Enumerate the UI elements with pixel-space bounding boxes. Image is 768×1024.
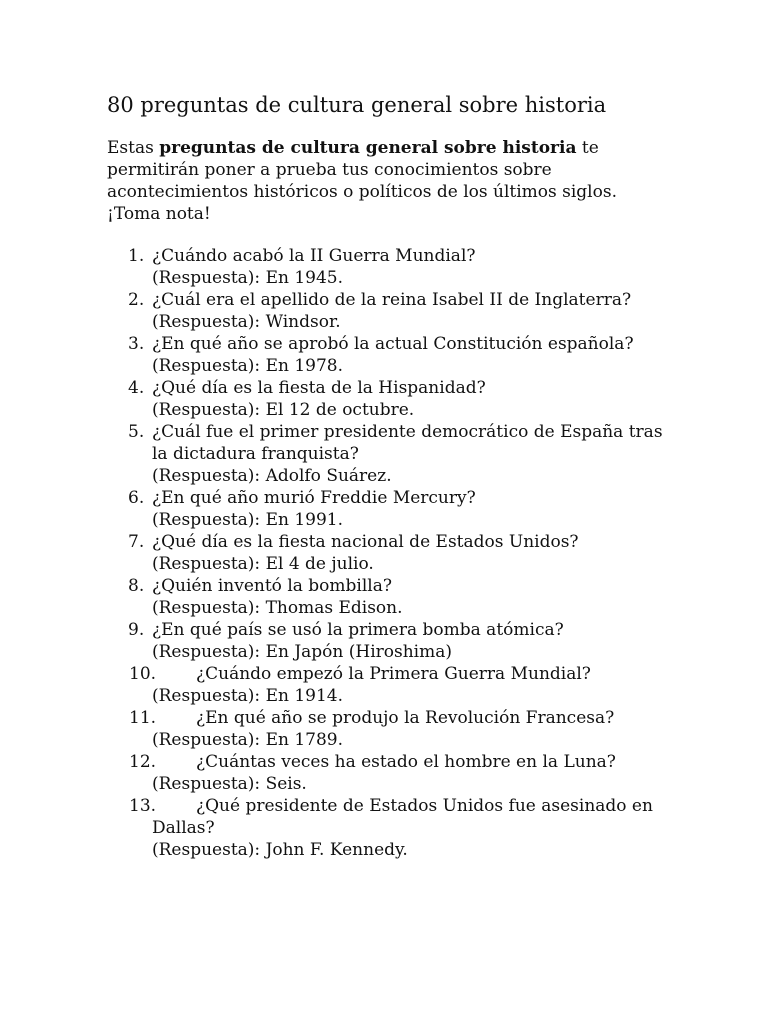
- list-item-number: 8.: [128, 576, 145, 596]
- document-page: [107, 90, 707, 861]
- list-item: [107, 245, 667, 289]
- list-item: [107, 531, 667, 575]
- list-item-number: 11.: [129, 708, 157, 728]
- question-text: ¿En qué año se produjo la Revolución Francesa?: [196, 708, 615, 728]
- question-text: ¿Cuándo acabó la II Guerra Mundial?: [152, 246, 476, 266]
- question-text: ¿Cuál fue el primer presidente democrático de España tras la dictadura franquista?: [152, 422, 663, 464]
- answer-text: (Respuesta): En 1978.: [152, 356, 343, 376]
- list-item-number: 10.: [129, 664, 157, 684]
- list-item: [107, 619, 667, 663]
- list-item-number: 4.: [128, 378, 145, 398]
- list-item-number: 6.: [128, 488, 145, 508]
- list-item: [107, 289, 667, 333]
- question-text: ¿Cuál era el apellido de la reina Isabel II de Inglaterra?: [152, 290, 632, 310]
- list-item: [107, 751, 667, 795]
- answer-text: (Respuesta): En Japón (Hiroshima): [152, 642, 452, 662]
- question-text: ¿En qué año murió Freddie Mercury?: [152, 488, 476, 508]
- question-text: ¿Qué día es la fiesta de la Hispanidad?: [152, 378, 486, 398]
- list-item-number: 9.: [128, 620, 145, 640]
- question-text: ¿Qué presidente de Estados Unidos fue asesinado en Dallas?: [152, 796, 653, 838]
- list-item: [107, 575, 667, 619]
- list-item-number: 1.: [128, 246, 145, 266]
- list-item: [107, 487, 667, 531]
- list-item: [107, 795, 667, 861]
- question-text: ¿En qué año se aprobó la actual Constitución española?: [152, 334, 634, 354]
- answer-text: (Respuesta): Thomas Edison.: [152, 598, 403, 618]
- answer-text: (Respuesta): Adolfo Suárez.: [152, 466, 392, 486]
- list-item: [107, 663, 667, 707]
- answer-text: (Respuesta): En 1991.: [152, 510, 343, 530]
- intro-before: Estas: [107, 138, 160, 158]
- question-text: ¿Qué día es la fiesta nacional de Estados Unidos?: [152, 532, 579, 552]
- answer-text: (Respuesta): En 1945.: [152, 268, 343, 288]
- list-item-number: 2.: [128, 290, 145, 310]
- intro-paragraph: [107, 137, 667, 225]
- intro-after: te permitirán poner a prueba tus conocimientos sobre acontecimientos históricos o políticos de los últimos siglos. ¡Toma nota!: [107, 138, 617, 224]
- question-text: ¿Quién inventó la bombilla?: [152, 576, 392, 596]
- answer-text: (Respuesta): Seis.: [152, 774, 307, 794]
- answer-text: (Respuesta): Windsor.: [152, 312, 341, 332]
- answer-text: (Respuesta): En 1914.: [152, 686, 343, 706]
- document-title: 80 preguntas de cultura general sobre historia: [107, 93, 607, 117]
- list-item-number: 13.: [129, 796, 157, 816]
- question-text: ¿Cuántas veces ha estado el hombre en la Luna?: [196, 752, 616, 772]
- list-item: [107, 377, 667, 421]
- answer-text: (Respuesta): El 12 de octubre.: [152, 400, 415, 420]
- list-item-number: 3.: [128, 334, 145, 354]
- list-item-number: 12.: [129, 752, 157, 772]
- list-item: [107, 421, 667, 487]
- list-item: [107, 333, 667, 377]
- question-text: ¿En qué país se usó la primera bomba atómica?: [152, 620, 564, 640]
- list-item-number: 7.: [128, 532, 145, 552]
- list-item-number: 5.: [128, 422, 145, 442]
- answer-text: (Respuesta): El 4 de julio.: [152, 554, 374, 574]
- question-text: ¿Cuándo empezó la Primera Guerra Mundial?: [196, 664, 591, 684]
- list-item: [107, 707, 667, 751]
- intro-bold: preguntas de cultura general sobre historia: [159, 138, 577, 158]
- answer-text: (Respuesta): John F. Kennedy.: [152, 840, 408, 860]
- answer-text: (Respuesta): En 1789.: [152, 730, 343, 750]
- question-list: [107, 245, 707, 861]
